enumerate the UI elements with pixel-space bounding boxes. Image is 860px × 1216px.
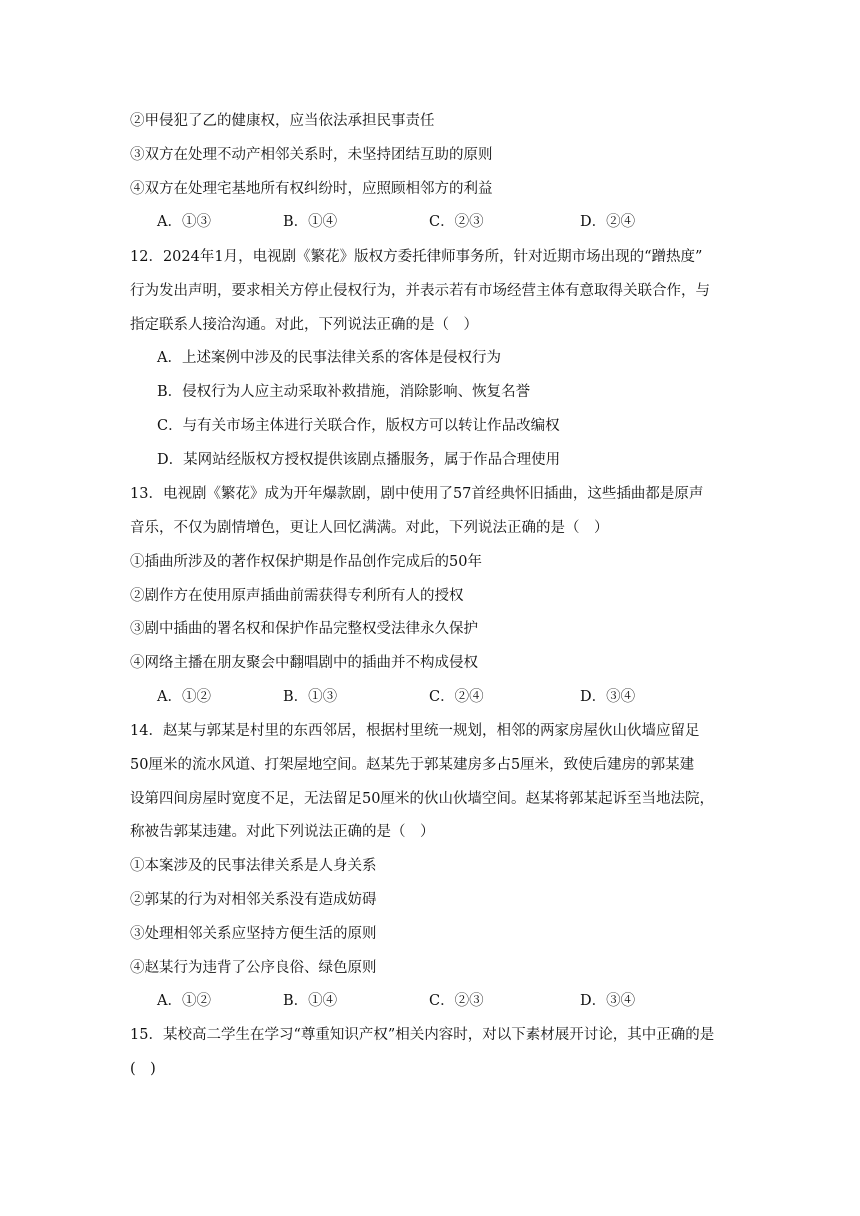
q14-option-d: D．③④ — [580, 993, 636, 1009]
q13-option-a: A．①② — [157, 689, 211, 705]
q14-option-a: A．①② — [157, 993, 211, 1009]
q13-option-b: B．①③ — [283, 689, 338, 705]
q11-option-b: B．①④ — [283, 214, 338, 230]
q14-stem-line-4: 称被告郭某违建。对此下列说法正确的是（ ） — [130, 824, 435, 840]
q13-stem-line-1: 13．电视剧《繁花》成为开年爆款剧，剧中使用了57首经典怀旧插曲，这些插曲都是原声 — [130, 486, 704, 502]
q13-option-c: C．②④ — [429, 689, 484, 705]
q14-option-b: B．①④ — [283, 993, 338, 1009]
q13-statement-3: ③剧中插曲的署名权和保护作品完整权受法律永久保护 — [130, 621, 478, 637]
q14-stem-line-2: 50厘米的流水风道、打架屋地空间。赵某先于郭某建房多占5厘米，致使后建房的郭某建 — [130, 757, 695, 773]
q14-statement-3: ③处理相邻关系应坚持方便生活的原则 — [130, 926, 377, 942]
q11-statement-2: ②甲侵犯了乙的健康权，应当依法承担民事责任 — [130, 113, 435, 129]
q13-statement-2: ②剧作方在使用原声插曲前需获得专利所有人的授权 — [130, 588, 464, 604]
q12-stem-line-3: 指定联系人接洽沟通。对此，下列说法正确的是（ ） — [130, 317, 478, 333]
q12-option-a: A．上述案例中涉及的民事法律关系的客体是侵权行为 — [157, 350, 501, 366]
q14-statement-2: ②郭某的行为对相邻关系没有造成妨碍 — [130, 892, 377, 908]
q14-option-c: C．②③ — [429, 993, 484, 1009]
q14-stem-line-3: 设第四间房屋时宽度不足，无法留足50厘米的伙山伙墙空间。赵某将郭某起诉至当地法院， — [130, 791, 714, 807]
q11-option-d: D．②④ — [580, 214, 636, 230]
q13-option-d: D．③④ — [580, 689, 636, 705]
q13-statement-1: ①插曲所涉及的著作权保护期是作品创作完成后的50年 — [130, 554, 482, 570]
q12-option-b: B．侵权行为人应主动采取补救措施，消除影响、恢复名誉 — [157, 384, 531, 400]
q15-stem-line-2: ( ) — [130, 1061, 156, 1077]
q11-option-c: C．②③ — [429, 214, 484, 230]
q11-option-a: A．①③ — [157, 214, 211, 230]
q12-stem-line-2: 行为发出声明，要求相关方停止侵权行为，并表示若有市场经营主体有意取得关联合作，与 — [130, 283, 710, 299]
q13-statement-4: ④网络主播在朋友聚会中翻唱剧中的插曲并不构成侵权 — [130, 655, 478, 671]
q13-stem-line-2: 音乐，不仅为剧情增色，更让人回忆满满。对此，下列说法正确的是（ ） — [130, 520, 609, 536]
q12-option-c: C．与有关市场主体进行关联合作，版权方可以转让作品改编权 — [157, 418, 560, 434]
q12-option-d: D．某网站经版权方授权提供该剧点播服务，属于作品合理使用 — [157, 452, 561, 468]
q14-stem-line-1: 14．赵某与郭某是村里的东西邻居，根据村里统一规划，相邻的两家房屋伙山伙墙应留足 — [130, 723, 700, 739]
q15-stem-line-1: 15．某校高二学生在学习“尊重知识产权”相关内容时，对以下素材展开讨论，其中正确的是 — [130, 1027, 715, 1043]
q11-statement-3: ③双方在处理不动产相邻关系时，未坚持团结互助的原则 — [130, 147, 493, 163]
q14-statement-4: ④赵某行为违背了公序良俗、绿色原则 — [130, 960, 377, 976]
q14-statement-1: ①本案涉及的民事法律关系是人身关系 — [130, 858, 377, 874]
q11-statement-4: ④双方在处理宅基地所有权纠纷时，应照顾相邻方的利益 — [130, 181, 493, 197]
q12-stem-line-1: 12．2024年1月，电视剧《繁花》版权方委托律师事务所，针对近期市场出现的“蹭热度” — [130, 249, 703, 265]
